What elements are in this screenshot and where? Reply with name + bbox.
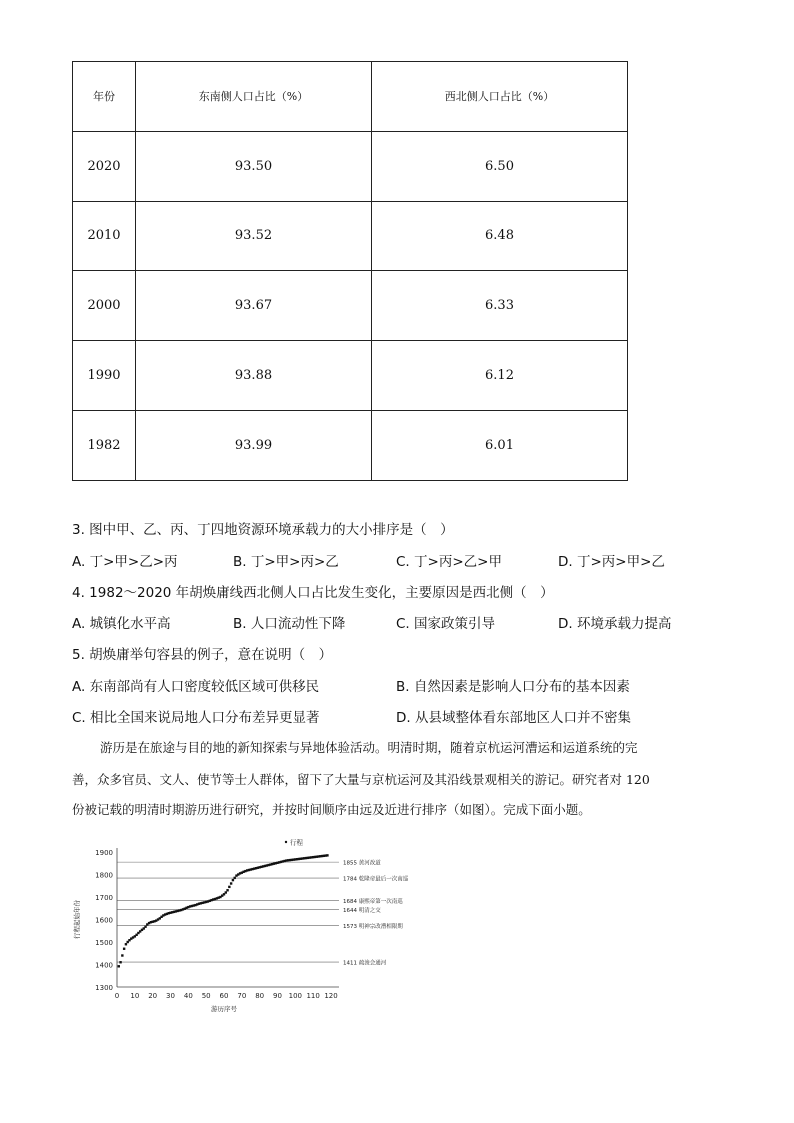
question-3-option-c[interactable]: C. 丁>丙>乙>甲 (396, 554, 502, 570)
cell-southeast: 93.50 (136, 131, 372, 201)
x-tick-label: 50 (201, 992, 211, 1000)
table-row (73, 271, 628, 341)
passage-line-1: 游历是在旅途与目的地的新知探索与异地体验活动。明清时期，随着京杭运河漕运和运道系统的完 (100, 740, 638, 755)
x-tick-label: 100 (288, 992, 303, 1000)
population-share-table (72, 61, 628, 481)
legend-marker (285, 841, 287, 843)
x-tick-label: 110 (306, 992, 320, 1000)
cell-year: 1990 (73, 341, 136, 411)
x-tick-label: 120 (324, 992, 338, 1000)
cell-northwest: 6.33 (372, 271, 628, 341)
question-5-option-c[interactable]: C. 相比全国来说局地人口分布差异更显著 (72, 710, 320, 726)
data-point (123, 948, 125, 950)
y-tick-label: 1900 (95, 849, 113, 857)
x-tick-label: 80 (255, 992, 265, 1000)
data-point (144, 926, 146, 928)
header-northwest: 西北侧人口占比（%） (372, 62, 628, 132)
data-point (234, 877, 236, 879)
table-row (73, 131, 628, 201)
y-tick-label: 1700 (95, 894, 113, 902)
reference-line-label: 1855 黄河改道 (343, 860, 381, 867)
data-point (125, 943, 127, 945)
passage-line-3: 份被记载的明清时期游历进行研究，并按时间顺序由远及近进行排序（如图）。完成下面小题。 (72, 802, 591, 817)
reference-line-label: 1573 明神宗改漕相限期 (343, 924, 403, 931)
table-row (73, 410, 628, 480)
question-4-option-c[interactable]: C. 国家政策引导 (396, 616, 496, 632)
reference-line-label: 1411 疏浚会通河 (343, 960, 387, 967)
data-point (326, 854, 328, 856)
cell-year: 2020 (73, 131, 136, 201)
y-tick-label: 1600 (95, 916, 113, 925)
data-point (232, 879, 234, 881)
data-point (226, 889, 228, 891)
x-tick-label: 10 (130, 992, 140, 1000)
reference-line-label: 1684 康熙帝第一次南巡 (343, 899, 403, 906)
legend-label: 行程 (290, 838, 303, 847)
cell-southeast: 93.99 (136, 410, 372, 480)
table-row (73, 201, 628, 271)
question-5-stem: 5. 胡焕庸举句容县的例子，意在说明（ ） (72, 647, 333, 663)
cell-year: 2010 (73, 201, 136, 271)
table-row (73, 341, 628, 411)
question-4-stem: 4. 1982～2020 年胡焕庸线西北侧人口占比发生变化，主要原因是西北侧（ ） (72, 585, 554, 601)
x-tick-label: 60 (219, 992, 229, 1000)
cell-southeast: 93.52 (136, 201, 372, 271)
question-3-option-d[interactable]: D. 丁>丙>甲>乙 (558, 554, 665, 570)
question-3-option-b[interactable]: B. 丁>甲>丙>乙 (233, 554, 339, 570)
question-4-option-a[interactable]: A. 城镇化水平高 (72, 616, 171, 632)
cell-year: 1982 (73, 410, 136, 480)
reference-line-label: 1784 乾隆帝最后一次南巡 (343, 876, 409, 883)
x-tick-label: 70 (237, 992, 247, 1000)
x-tick-label: 30 (166, 992, 175, 1000)
cell-year: 2000 (73, 271, 136, 341)
data-point (121, 954, 123, 956)
x-tick-label: 90 (273, 992, 282, 1000)
data-point (119, 961, 121, 963)
passage-line-2: 善，众多官员、文人、使节等士人群体，留下了大量与京杭运河及其沿线景观相关的游记。研究者对 120 (72, 772, 650, 787)
header-year: 年份 (73, 62, 136, 132)
question-3-option-a[interactable]: A. 丁>甲>乙>丙 (72, 554, 178, 570)
data-point (225, 891, 227, 893)
data-point (228, 886, 230, 888)
question-3-stem: 3. 图中甲、乙、丙、丁四地资源环境承载力的大小排序是（ ） (72, 522, 454, 538)
header-southeast: 东南侧人口占比（%） (136, 62, 372, 132)
data-point (230, 882, 232, 884)
x-tick-label: 20 (148, 992, 158, 1000)
x-axis-label: 游历序号 (211, 1005, 237, 1013)
x-tick-label: 40 (183, 992, 193, 1000)
question-4-option-b[interactable]: B. 人口流动性下降 (233, 616, 346, 632)
y-tick-label: 1500 (95, 939, 113, 947)
cell-northwest: 6.48 (372, 201, 628, 271)
table-header-row (73, 62, 628, 132)
cell-northwest: 6.01 (372, 410, 628, 480)
cell-northwest: 6.12 (372, 341, 628, 411)
question-5-option-b[interactable]: B. 自然因素是影响人口分布的基本因素 (396, 679, 630, 695)
question-5-option-a[interactable]: A. 东南部尚有人口密度较低区域可供移民 (72, 679, 320, 695)
data-point (118, 965, 120, 967)
reference-line-label: 1644 明清之交 (343, 908, 381, 915)
x-tick-label: 0 (114, 992, 120, 1000)
question-4-option-d[interactable]: D. 环境承载力提高 (558, 616, 672, 632)
y-tick-label: 1800 (95, 871, 113, 880)
cell-southeast: 93.88 (136, 341, 372, 411)
y-axis-label: 行程起始年份 (73, 900, 81, 939)
question-5-option-d[interactable]: D. 从县域整体看东部地区人口并不密集 (396, 710, 631, 726)
y-tick-label: 1400 (95, 961, 113, 970)
travel-timeline-chart (70, 836, 409, 1026)
cell-southeast: 93.67 (136, 271, 372, 341)
y-tick-label: 1300 (95, 984, 113, 992)
cell-northwest: 6.50 (372, 131, 628, 201)
